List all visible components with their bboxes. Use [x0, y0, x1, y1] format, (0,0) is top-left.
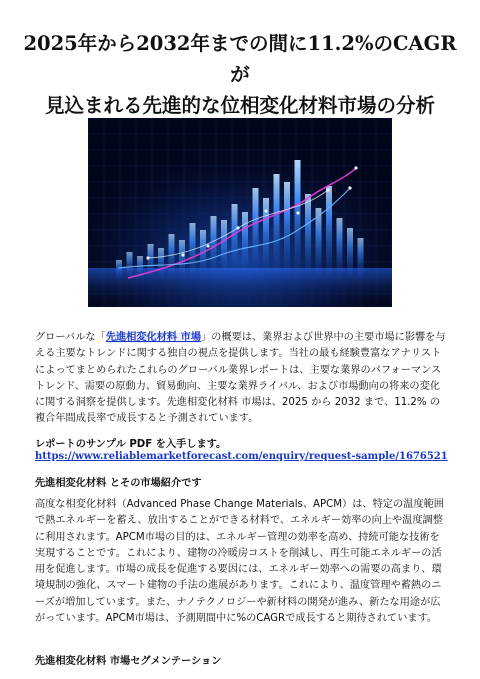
segmentation-heading: 先進相変化材料 市場セグメンテーション: [35, 656, 222, 667]
title-line-2: 見込まれる先進的な位相変化材料市場の分析: [44, 94, 435, 117]
hero-bar: [232, 204, 238, 278]
hero-point: [348, 186, 351, 189]
intro-body: 」の概要は、業界および世界中の主要市場に影響を与える主要なトレンドに関する独自の視点を提供します。当社の最も経験豊富なアナリストによってまとめられたこれらのグローバル業界レポートは、主要な業界のパフォーマンス トレンド、需要の原動力、貿易動向、主要な業界ライバル、および市場動向の将来の変化に関する洞察を提供します。先進相変化材料 市場は、2025 から 2032 まで、11.2% の複合年間成長率で成長すると予測されています。: [35, 332, 446, 425]
page-title: [20, 28, 460, 121]
hero-point: [296, 211, 299, 214]
sample-request-link[interactable]: https://www.reliablemarketforecast.com/enquiry/request-sample/1676521: [35, 451, 448, 462]
market-link[interactable]: 先進相変化材料 市場: [105, 332, 202, 343]
hero-graphic: [88, 118, 392, 307]
sample-heading: レポートのサンプル PDF を入手します。: [35, 439, 227, 450]
hero-point: [146, 256, 149, 259]
hero-bar: [284, 182, 290, 278]
hero-point: [206, 244, 209, 247]
hero-bar: [253, 188, 259, 278]
hero-point: [264, 209, 267, 212]
hero-point: [181, 253, 184, 256]
hero-bar: [326, 186, 332, 278]
hero-point: [354, 166, 357, 169]
title-line-1: 2025年から2032年までの間に11.2%のCAGRが: [23, 32, 457, 86]
section-intro-heading: 先進相変化材料 とその市場紹介です: [35, 478, 202, 489]
hero-bar: [316, 208, 322, 278]
hero-point: [326, 188, 329, 191]
hero-bar: [295, 160, 301, 278]
intro-prefix: グローバルな「: [35, 332, 106, 343]
section-intro-body: 高度な相変化材料（Advanced Phase Change Materials、APCM）は、特定の温度範囲で熱エネルギーを蓄え、放出することができる材料で、エネルギー効率の向上や温度調整に利用されます。APCM市場の目的は、エネルギー管理の効率を高め、持続可能な技術を実現することです。これにより、建物の冷暖房コストを削減し、再生可能エネルギーの活用を促進します。市場の成長を促進する要因には、エネルギー効率への需要の高まり、環境規制の強化、スマート建物の手法の進展があります。これにより、温度管理や蓄熱のニーズが増加しています。また、ナノテクノロジーや新材料の開発が進み、新たな用途が広がっています。APCM市場は、予測期間中に%のCAGRで成長すると期待されています。: [35, 499, 444, 625]
hero-bar: [274, 174, 280, 278]
hero-point: [236, 226, 239, 229]
hero-bar: [305, 194, 311, 278]
intro-paragraph: [35, 330, 449, 428]
hero-image: [88, 118, 392, 307]
